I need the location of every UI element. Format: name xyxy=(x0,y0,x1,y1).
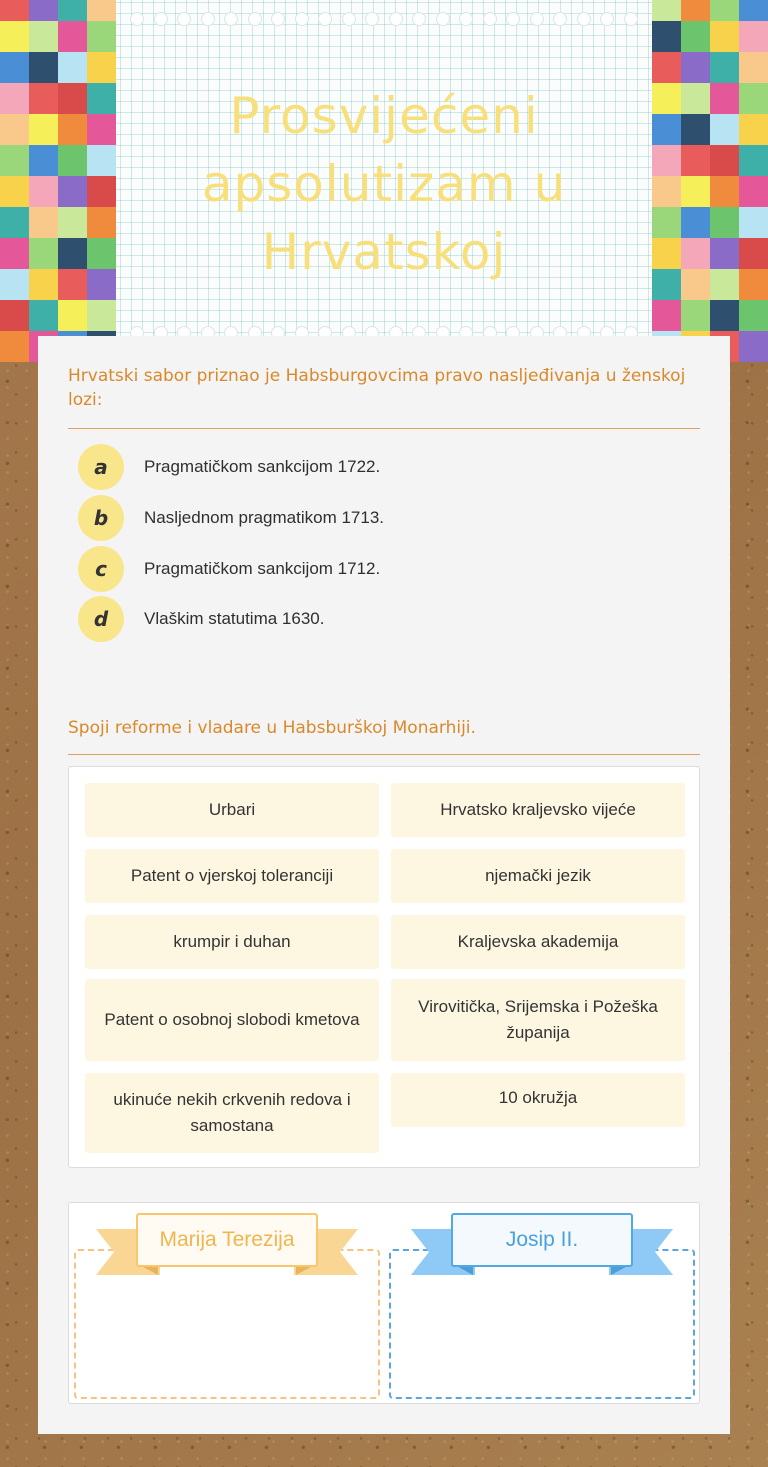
answer-option-c[interactable] xyxy=(78,546,678,592)
chevron-stripe xyxy=(710,114,768,148)
option-text: Vlaškim statutima 1630. xyxy=(144,609,325,628)
draggable-item[interactable]: Virovitička, Srijemska i Požeška županija xyxy=(391,979,685,1061)
chevron-column xyxy=(58,0,116,362)
binder-hole xyxy=(412,12,426,26)
category-drop-area xyxy=(68,1202,700,1404)
chevron-stripe xyxy=(58,52,116,86)
draggable-item[interactable]: Patent o osobnoj slobodi kmetova xyxy=(85,979,379,1061)
option-letter-badge: b xyxy=(78,495,124,541)
chevron-stripe xyxy=(58,207,116,241)
chevron-stripe xyxy=(652,145,710,179)
question-1-prompt: Hrvatski sabor priznao je Habsburgovcima pravo nasljeđivanja u ženskoj lozi: xyxy=(68,366,686,410)
answer-option-a[interactable] xyxy=(78,444,678,490)
chevron-stripe xyxy=(58,83,116,117)
binder-hole xyxy=(530,12,544,26)
category-label: Josip II. xyxy=(451,1213,633,1267)
chevron-pattern-left xyxy=(0,0,116,362)
chevron-stripe xyxy=(710,238,768,272)
worksheet-header xyxy=(0,0,768,362)
chevron-stripe xyxy=(0,145,58,179)
option-letter-badge: c xyxy=(78,546,124,592)
chevron-stripe xyxy=(58,21,116,55)
chevron-stripe xyxy=(652,238,710,272)
binder-hole xyxy=(553,12,567,26)
draggable-item[interactable]: krumpir i duhan xyxy=(85,915,379,969)
binder-hole xyxy=(624,12,638,26)
chevron-stripe xyxy=(710,207,768,241)
chevron-stripe xyxy=(710,52,768,86)
chevron-stripe xyxy=(58,176,116,210)
answer-option-b[interactable] xyxy=(78,495,678,541)
binder-hole xyxy=(295,12,309,26)
binder-holes-top xyxy=(130,12,638,26)
binder-hole xyxy=(342,12,356,26)
option-text: Pragmatičkom sankcijom 1722. xyxy=(144,457,381,476)
binder-hole xyxy=(248,12,262,26)
chevron-stripe xyxy=(0,52,58,86)
category-ribbon-josip-ii xyxy=(411,1213,673,1277)
chevron-stripe xyxy=(0,83,58,117)
chevron-column xyxy=(652,0,710,362)
chevron-stripe xyxy=(710,145,768,179)
chevron-stripe xyxy=(58,114,116,148)
chevron-stripe xyxy=(652,207,710,241)
chevron-stripe xyxy=(652,176,710,210)
binder-hole xyxy=(600,12,614,26)
chevron-stripe xyxy=(58,269,116,303)
category-ribbon-marija-terezija xyxy=(96,1213,358,1277)
draggable-item[interactable]: Urbari xyxy=(85,783,379,837)
chevron-stripe xyxy=(0,269,58,303)
chevron-stripe xyxy=(710,269,768,303)
binder-hole xyxy=(177,12,191,26)
binder-hole xyxy=(365,12,379,26)
chevron-stripe xyxy=(0,207,58,241)
answer-option-d[interactable] xyxy=(78,596,678,642)
chevron-stripe xyxy=(710,176,768,210)
draggable-item[interactable]: njemački jezik xyxy=(391,849,685,903)
option-letter-badge: d xyxy=(78,596,124,642)
chevron-stripe xyxy=(652,52,710,86)
chevron-stripe xyxy=(0,21,58,55)
binder-hole xyxy=(577,12,591,26)
divider xyxy=(68,428,700,429)
chevron-pattern-right xyxy=(652,0,768,362)
draggable-item[interactable]: Hrvatsko kraljevsko vijeće xyxy=(391,783,685,837)
page-title: Prosvijećeni apsolutizam u Hrvatskoj xyxy=(201,87,567,281)
chevron-stripe xyxy=(0,176,58,210)
chevron-stripe xyxy=(652,114,710,148)
chevron-stripe xyxy=(652,300,710,334)
chevron-stripe xyxy=(710,21,768,55)
draggable-item[interactable]: ukinuće nekih crkvenih redova i samostana xyxy=(85,1073,379,1153)
binder-hole xyxy=(506,12,520,26)
binder-hole xyxy=(318,12,332,26)
option-text: Nasljednom pragmatikom 1713. xyxy=(144,508,385,527)
option-text: Pragmatičkom sankcijom 1712. xyxy=(144,559,381,578)
chevron-stripe xyxy=(58,238,116,272)
binder-hole xyxy=(201,12,215,26)
chevron-stripe xyxy=(0,114,58,148)
chevron-column xyxy=(0,0,58,362)
chevron-stripe xyxy=(710,83,768,117)
binder-hole xyxy=(436,12,450,26)
binder-hole xyxy=(389,12,403,26)
category-label: Marija Terezija xyxy=(136,1213,318,1267)
binder-hole xyxy=(130,12,144,26)
binder-hole xyxy=(271,12,285,26)
draggable-item[interactable]: Kraljevska akademija xyxy=(391,915,685,969)
chevron-stripe xyxy=(652,21,710,55)
question-2-prompt: Spoji reforme i vladare u Habsburškoj Monarhiji. xyxy=(68,718,476,738)
binder-hole xyxy=(483,12,497,26)
binder-hole xyxy=(224,12,238,26)
draggable-item[interactable]: 10 okružja xyxy=(391,1073,685,1127)
binder-hole xyxy=(154,12,168,26)
chevron-stripe xyxy=(652,83,710,117)
chevron-stripe xyxy=(652,269,710,303)
draggable-item[interactable]: Patent o vjerskoj toleranciji xyxy=(85,849,379,903)
chevron-stripe xyxy=(710,300,768,334)
binder-hole xyxy=(459,12,473,26)
chevron-column xyxy=(710,0,768,362)
draggable-items-pool xyxy=(68,766,700,1168)
worksheet-card xyxy=(38,336,730,1434)
divider xyxy=(68,754,700,755)
chevron-stripe xyxy=(58,300,116,334)
chevron-stripe xyxy=(58,145,116,179)
chevron-stripe xyxy=(0,238,58,272)
option-letter-badge: a xyxy=(78,444,124,490)
chevron-stripe xyxy=(0,300,58,334)
